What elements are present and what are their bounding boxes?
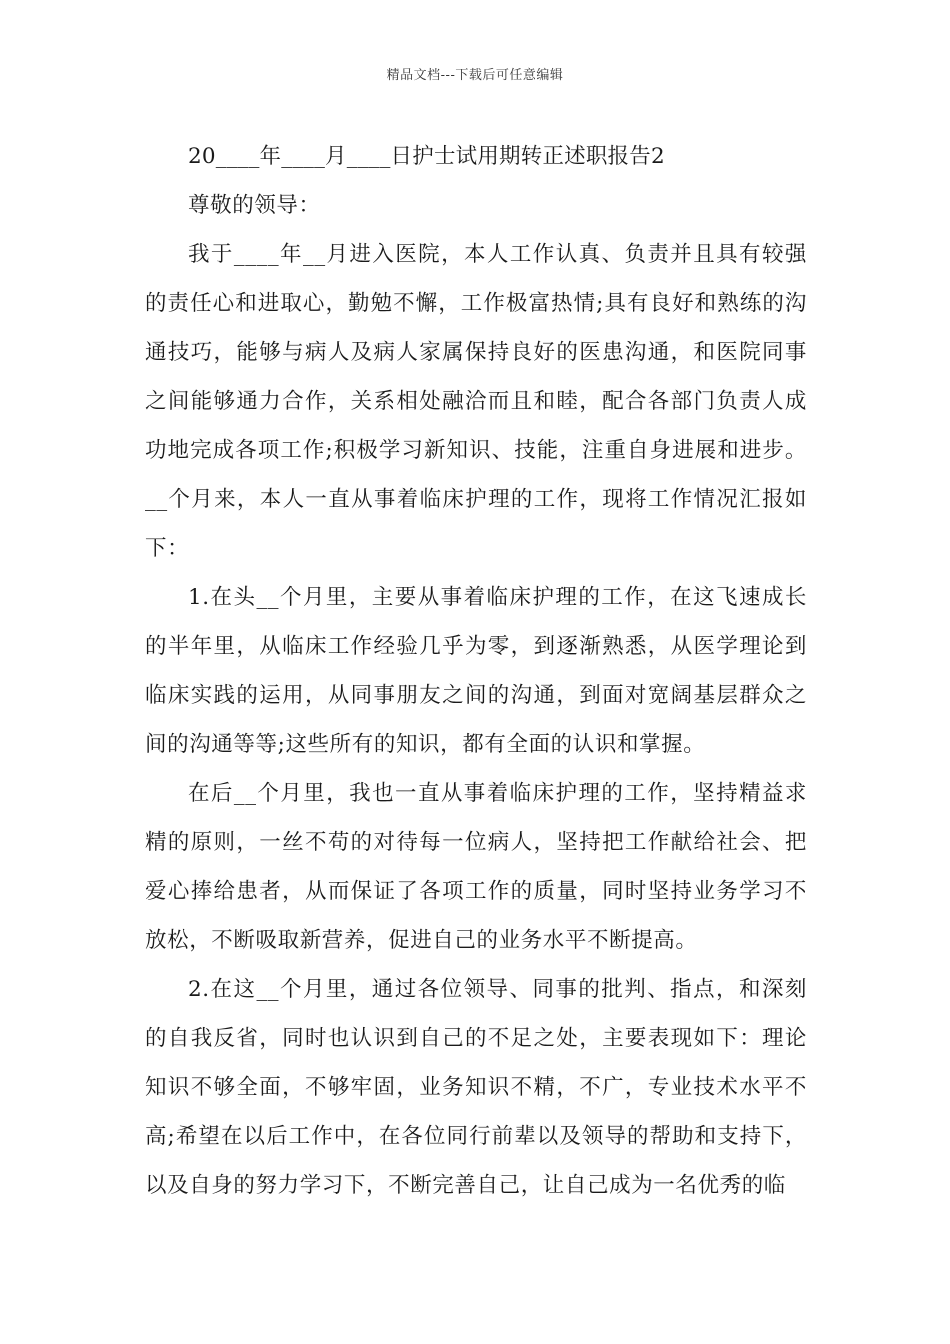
paragraph-later-months: 在后__个月里，我也一直从事着临床护理的工作，坚持精益求精的原则，一丝不苟的对待每一位病人，坚持把工作献给社会、把爱心捧给患者，从而保证了各项工作的质量，同时坚持业务学习不放松，不断吸取新营养，促进自己的业务水平不断提高。 [145, 781, 807, 953]
greeting: 尊敬的领导： [188, 193, 321, 218]
header-note: 精品文档---下载后可任意编辑 [386, 68, 564, 83]
document-title: 20____年____月____日护士试用期转正述职报告2 [188, 144, 665, 169]
paragraph-item-1: 1.在头__个月里，主要从事着临床护理的工作，在这飞速成长的半年里，从临床工作经验几乎为零，到逐渐熟悉，从医学理论到临床实践的运用，从同事朋友之间的沟通，到面对宽阔基层群众之间的沟通等等;这些所有的知识，都有全面的认识和掌握。 [145, 585, 807, 757]
document-body [145, 132, 807, 1210]
paragraph-item-2: 2.在这__个月里，通过各位领导、同事的批判、指点，和深刻的自我反省，同时也认识到自己的不足之处，主要表现如下：理论知识不够全面，不够牢固，业务知识不精，不广，专业技术水平不高;希望在以后工作中，在各位同行前辈以及领导的帮助和支持下，以及自身的努力学习下，不断完善自己，让自己成为一名优秀的临 [145, 977, 807, 1198]
paragraph-intro: 我于____年__月进入医院，本人工作认真、负责并且具有较强的责任心和进取心，勤勉不懈，工作极富热情;具有良好和熟练的沟通技巧，能够与病人及病人家属保持良好的医患沟通，和医院同事之间能够通力合作，关系相处融洽而且和睦，配合各部门负责人成功地完成各项工作;积极学习新知识、技能，注重自身进展和进步。__个月来，本人一直从事着临床护理的工作，现将工作情况汇报如下： [145, 242, 807, 561]
